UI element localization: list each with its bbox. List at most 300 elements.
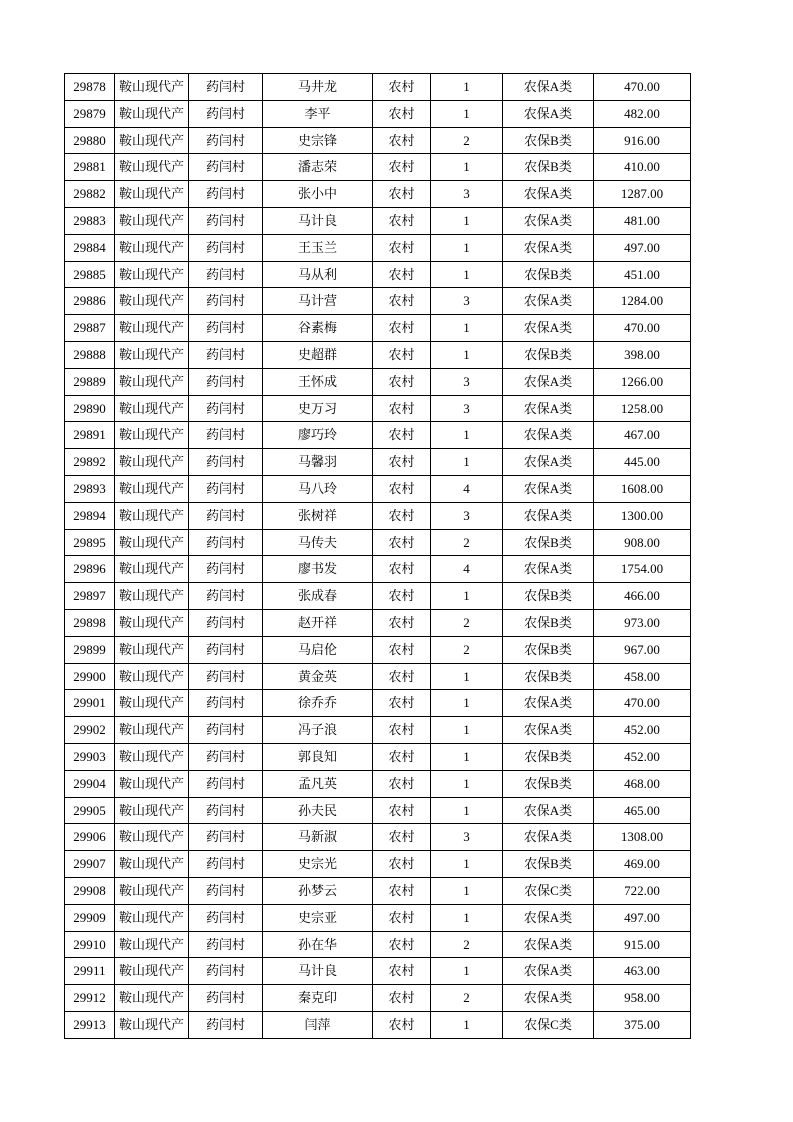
residence-cell: 农村 (373, 315, 431, 342)
table-row (65, 422, 691, 449)
village-cell: 药闫村 (189, 636, 263, 663)
residence-cell: 农村 (373, 502, 431, 529)
serial-cell: 29887 (65, 315, 115, 342)
residence-cell: 农村 (373, 475, 431, 502)
unit-cell: 鞍山现代产 (115, 556, 189, 583)
serial-cell: 29903 (65, 743, 115, 770)
amount-cell: 375.00 (594, 1011, 691, 1038)
count-cell: 1 (431, 583, 503, 610)
count-cell: 1 (431, 851, 503, 878)
amount-cell: 469.00 (594, 851, 691, 878)
residence-cell: 农村 (373, 74, 431, 101)
unit-cell: 鞍山现代产 (115, 475, 189, 502)
residence-cell: 农村 (373, 234, 431, 261)
serial-cell: 29883 (65, 207, 115, 234)
amount-cell: 497.00 (594, 904, 691, 931)
table-row (65, 609, 691, 636)
category-cell: 农保A类 (503, 931, 594, 958)
serial-cell: 29900 (65, 663, 115, 690)
serial-cell: 29893 (65, 475, 115, 502)
residence-cell: 农村 (373, 261, 431, 288)
serial-cell: 29892 (65, 449, 115, 476)
name-cell: 李平 (263, 100, 373, 127)
village-cell: 药闫村 (189, 583, 263, 610)
count-cell: 4 (431, 475, 503, 502)
residence-cell: 农村 (373, 422, 431, 449)
serial-cell: 29912 (65, 985, 115, 1012)
serial-cell: 29908 (65, 877, 115, 904)
table-row (65, 877, 691, 904)
category-cell: 农保A类 (503, 690, 594, 717)
amount-cell: 470.00 (594, 315, 691, 342)
count-cell: 1 (431, 234, 503, 261)
serial-cell: 29884 (65, 234, 115, 261)
category-cell: 农保A类 (503, 74, 594, 101)
name-cell: 黄金英 (263, 663, 373, 690)
residence-cell: 农村 (373, 288, 431, 315)
amount-cell: 452.00 (594, 743, 691, 770)
table-row (65, 583, 691, 610)
serial-cell: 29910 (65, 931, 115, 958)
table-row (65, 690, 691, 717)
village-cell: 药闫村 (189, 74, 263, 101)
unit-cell: 鞍山现代产 (115, 583, 189, 610)
serial-cell: 29890 (65, 395, 115, 422)
village-cell: 药闫村 (189, 395, 263, 422)
table-row (65, 636, 691, 663)
count-cell: 1 (431, 717, 503, 744)
residence-cell: 农村 (373, 154, 431, 181)
category-cell: 农保B类 (503, 609, 594, 636)
table-row (65, 74, 691, 101)
name-cell: 史万习 (263, 395, 373, 422)
table-row (65, 288, 691, 315)
category-cell: 农保A类 (503, 475, 594, 502)
count-cell: 1 (431, 449, 503, 476)
name-cell: 秦克印 (263, 985, 373, 1012)
serial-cell: 29913 (65, 1011, 115, 1038)
name-cell: 孟凡英 (263, 770, 373, 797)
table-row (65, 904, 691, 931)
name-cell: 王玉兰 (263, 234, 373, 261)
village-cell: 药闫村 (189, 100, 263, 127)
count-cell: 2 (431, 609, 503, 636)
unit-cell: 鞍山现代产 (115, 690, 189, 717)
serial-cell: 29881 (65, 154, 115, 181)
name-cell: 马计良 (263, 958, 373, 985)
village-cell: 药闫村 (189, 690, 263, 717)
village-cell: 药闫村 (189, 770, 263, 797)
residence-cell: 农村 (373, 556, 431, 583)
amount-cell: 1300.00 (594, 502, 691, 529)
residence-cell: 农村 (373, 395, 431, 422)
name-cell: 史超群 (263, 341, 373, 368)
name-cell: 马馨羽 (263, 449, 373, 476)
residence-cell: 农村 (373, 449, 431, 476)
name-cell: 孙夫民 (263, 797, 373, 824)
village-cell: 药闫村 (189, 1011, 263, 1038)
village-cell: 药闫村 (189, 449, 263, 476)
category-cell: 农保B类 (503, 341, 594, 368)
count-cell: 1 (431, 315, 503, 342)
count-cell: 3 (431, 368, 503, 395)
residence-cell: 农村 (373, 985, 431, 1012)
residence-cell: 农村 (373, 717, 431, 744)
name-cell: 孙在华 (263, 931, 373, 958)
unit-cell: 鞍山现代产 (115, 770, 189, 797)
residence-cell: 农村 (373, 127, 431, 154)
category-cell: 农保B类 (503, 770, 594, 797)
name-cell: 马启伦 (263, 636, 373, 663)
village-cell: 药闫村 (189, 368, 263, 395)
residence-cell: 农村 (373, 824, 431, 851)
unit-cell: 鞍山现代产 (115, 288, 189, 315)
table-row (65, 931, 691, 958)
amount-cell: 915.00 (594, 931, 691, 958)
serial-cell: 29904 (65, 770, 115, 797)
category-cell: 农保A类 (503, 556, 594, 583)
residence-cell: 农村 (373, 877, 431, 904)
residence-cell: 农村 (373, 690, 431, 717)
name-cell: 马从利 (263, 261, 373, 288)
table-row (65, 341, 691, 368)
table-row (65, 985, 691, 1012)
count-cell: 3 (431, 502, 503, 529)
serial-cell: 29907 (65, 851, 115, 878)
amount-cell: 463.00 (594, 958, 691, 985)
count-cell: 3 (431, 288, 503, 315)
unit-cell: 鞍山现代产 (115, 74, 189, 101)
serial-cell: 29905 (65, 797, 115, 824)
amount-cell: 458.00 (594, 663, 691, 690)
name-cell: 史宗锋 (263, 127, 373, 154)
serial-cell: 29889 (65, 368, 115, 395)
count-cell: 3 (431, 181, 503, 208)
amount-cell: 466.00 (594, 583, 691, 610)
village-cell: 药闫村 (189, 422, 263, 449)
name-cell: 马井龙 (263, 74, 373, 101)
category-cell: 农保B类 (503, 851, 594, 878)
category-cell: 农保A类 (503, 717, 594, 744)
count-cell: 1 (431, 877, 503, 904)
unit-cell: 鞍山现代产 (115, 609, 189, 636)
table-row (65, 234, 691, 261)
name-cell: 谷素梅 (263, 315, 373, 342)
unit-cell: 鞍山现代产 (115, 341, 189, 368)
category-cell: 农保A类 (503, 502, 594, 529)
table-row (65, 851, 691, 878)
table-row (65, 261, 691, 288)
count-cell: 1 (431, 100, 503, 127)
serial-cell: 29886 (65, 288, 115, 315)
residence-cell: 农村 (373, 609, 431, 636)
table-row (65, 475, 691, 502)
village-cell: 药闫村 (189, 261, 263, 288)
serial-cell: 29897 (65, 583, 115, 610)
name-cell: 马计良 (263, 207, 373, 234)
unit-cell: 鞍山现代产 (115, 234, 189, 261)
amount-cell: 1258.00 (594, 395, 691, 422)
residence-cell: 农村 (373, 207, 431, 234)
name-cell: 潘志荣 (263, 154, 373, 181)
village-cell: 药闫村 (189, 743, 263, 770)
amount-cell: 967.00 (594, 636, 691, 663)
table-row (65, 824, 691, 851)
amount-cell: 497.00 (594, 234, 691, 261)
records-table-body (65, 74, 691, 1039)
residence-cell: 农村 (373, 797, 431, 824)
table-row (65, 181, 691, 208)
count-cell: 1 (431, 904, 503, 931)
table-row (65, 315, 691, 342)
residence-cell: 农村 (373, 851, 431, 878)
unit-cell: 鞍山现代产 (115, 851, 189, 878)
category-cell: 农保C类 (503, 877, 594, 904)
category-cell: 农保B类 (503, 261, 594, 288)
unit-cell: 鞍山现代产 (115, 315, 189, 342)
serial-cell: 29891 (65, 422, 115, 449)
count-cell: 2 (431, 127, 503, 154)
table-row (65, 556, 691, 583)
amount-cell: 451.00 (594, 261, 691, 288)
serial-cell: 29902 (65, 717, 115, 744)
category-cell: 农保A类 (503, 100, 594, 127)
village-cell: 药闫村 (189, 288, 263, 315)
count-cell: 1 (431, 1011, 503, 1038)
count-cell: 1 (431, 154, 503, 181)
unit-cell: 鞍山现代产 (115, 422, 189, 449)
unit-cell: 鞍山现代产 (115, 985, 189, 1012)
serial-cell: 29899 (65, 636, 115, 663)
serial-cell: 29885 (65, 261, 115, 288)
serial-cell: 29894 (65, 502, 115, 529)
unit-cell: 鞍山现代产 (115, 529, 189, 556)
residence-cell: 农村 (373, 931, 431, 958)
category-cell: 农保A类 (503, 422, 594, 449)
residence-cell: 农村 (373, 904, 431, 931)
unit-cell: 鞍山现代产 (115, 207, 189, 234)
name-cell: 张成春 (263, 583, 373, 610)
serial-cell: 29879 (65, 100, 115, 127)
name-cell: 王怀成 (263, 368, 373, 395)
count-cell: 4 (431, 556, 503, 583)
records-table (64, 73, 691, 1039)
category-cell: 农保A类 (503, 958, 594, 985)
amount-cell: 973.00 (594, 609, 691, 636)
serial-cell: 29880 (65, 127, 115, 154)
name-cell: 史宗亚 (263, 904, 373, 931)
amount-cell: 410.00 (594, 154, 691, 181)
serial-cell: 29896 (65, 556, 115, 583)
village-cell: 药闫村 (189, 904, 263, 931)
table-row (65, 368, 691, 395)
category-cell: 农保A类 (503, 288, 594, 315)
residence-cell: 农村 (373, 368, 431, 395)
count-cell: 2 (431, 529, 503, 556)
count-cell: 1 (431, 341, 503, 368)
unit-cell: 鞍山现代产 (115, 877, 189, 904)
amount-cell: 452.00 (594, 717, 691, 744)
category-cell: 农保A类 (503, 824, 594, 851)
category-cell: 农保A类 (503, 449, 594, 476)
residence-cell: 农村 (373, 529, 431, 556)
amount-cell: 722.00 (594, 877, 691, 904)
amount-cell: 958.00 (594, 985, 691, 1012)
unit-cell: 鞍山现代产 (115, 181, 189, 208)
category-cell: 农保A类 (503, 904, 594, 931)
village-cell: 药闫村 (189, 609, 263, 636)
count-cell: 3 (431, 824, 503, 851)
name-cell: 马计营 (263, 288, 373, 315)
village-cell: 药闫村 (189, 315, 263, 342)
unit-cell: 鞍山现代产 (115, 368, 189, 395)
village-cell: 药闫村 (189, 663, 263, 690)
table-row (65, 529, 691, 556)
residence-cell: 农村 (373, 743, 431, 770)
table-row (65, 958, 691, 985)
category-cell: 农保B类 (503, 154, 594, 181)
name-cell: 廖书发 (263, 556, 373, 583)
count-cell: 1 (431, 422, 503, 449)
count-cell: 1 (431, 770, 503, 797)
residence-cell: 农村 (373, 181, 431, 208)
category-cell: 农保B类 (503, 529, 594, 556)
count-cell: 1 (431, 797, 503, 824)
residence-cell: 农村 (373, 636, 431, 663)
table-row (65, 449, 691, 476)
residence-cell: 农村 (373, 770, 431, 797)
unit-cell: 鞍山现代产 (115, 100, 189, 127)
name-cell: 马传夫 (263, 529, 373, 556)
count-cell: 1 (431, 663, 503, 690)
unit-cell: 鞍山现代产 (115, 904, 189, 931)
village-cell: 药闫村 (189, 234, 263, 261)
unit-cell: 鞍山现代产 (115, 1011, 189, 1038)
table-row (65, 770, 691, 797)
table-row (65, 100, 691, 127)
category-cell: 农保A类 (503, 395, 594, 422)
name-cell: 赵开祥 (263, 609, 373, 636)
village-cell: 药闫村 (189, 877, 263, 904)
serial-cell: 29895 (65, 529, 115, 556)
category-cell: 农保B类 (503, 743, 594, 770)
name-cell: 孙梦云 (263, 877, 373, 904)
village-cell: 药闫村 (189, 529, 263, 556)
amount-cell: 908.00 (594, 529, 691, 556)
amount-cell: 1266.00 (594, 368, 691, 395)
table-row (65, 127, 691, 154)
amount-cell: 467.00 (594, 422, 691, 449)
unit-cell: 鞍山现代产 (115, 958, 189, 985)
residence-cell: 农村 (373, 341, 431, 368)
amount-cell: 1308.00 (594, 824, 691, 851)
unit-cell: 鞍山现代产 (115, 717, 189, 744)
unit-cell: 鞍山现代产 (115, 154, 189, 181)
name-cell: 郭良知 (263, 743, 373, 770)
residence-cell: 农村 (373, 663, 431, 690)
amount-cell: 1754.00 (594, 556, 691, 583)
amount-cell: 398.00 (594, 341, 691, 368)
serial-cell: 29911 (65, 958, 115, 985)
village-cell: 药闫村 (189, 154, 263, 181)
category-cell: 农保B类 (503, 127, 594, 154)
unit-cell: 鞍山现代产 (115, 395, 189, 422)
table-row (65, 502, 691, 529)
count-cell: 1 (431, 958, 503, 985)
name-cell: 马新淑 (263, 824, 373, 851)
table-row (65, 1011, 691, 1038)
unit-cell: 鞍山现代产 (115, 127, 189, 154)
table-row (65, 154, 691, 181)
unit-cell: 鞍山现代产 (115, 797, 189, 824)
name-cell: 史宗光 (263, 851, 373, 878)
name-cell: 廖巧玲 (263, 422, 373, 449)
village-cell: 药闫村 (189, 475, 263, 502)
name-cell: 马八玲 (263, 475, 373, 502)
category-cell: 农保A类 (503, 797, 594, 824)
village-cell: 药闫村 (189, 851, 263, 878)
table-row (65, 797, 691, 824)
count-cell: 2 (431, 931, 503, 958)
category-cell: 农保A类 (503, 207, 594, 234)
unit-cell: 鞍山现代产 (115, 636, 189, 663)
category-cell: 农保A类 (503, 181, 594, 208)
count-cell: 1 (431, 690, 503, 717)
village-cell: 药闫村 (189, 797, 263, 824)
category-cell: 农保B类 (503, 663, 594, 690)
amount-cell: 468.00 (594, 770, 691, 797)
residence-cell: 农村 (373, 1011, 431, 1038)
serial-cell: 29906 (65, 824, 115, 851)
table-row (65, 207, 691, 234)
category-cell: 农保C类 (503, 1011, 594, 1038)
amount-cell: 1287.00 (594, 181, 691, 208)
residence-cell: 农村 (373, 100, 431, 127)
table-row (65, 663, 691, 690)
amount-cell: 1284.00 (594, 288, 691, 315)
village-cell: 药闫村 (189, 556, 263, 583)
category-cell: 农保A类 (503, 234, 594, 261)
count-cell: 3 (431, 395, 503, 422)
amount-cell: 916.00 (594, 127, 691, 154)
village-cell: 药闫村 (189, 824, 263, 851)
village-cell: 药闫村 (189, 931, 263, 958)
amount-cell: 482.00 (594, 100, 691, 127)
unit-cell: 鞍山现代产 (115, 743, 189, 770)
count-cell: 1 (431, 261, 503, 288)
amount-cell: 465.00 (594, 797, 691, 824)
village-cell: 药闫村 (189, 502, 263, 529)
serial-cell: 29901 (65, 690, 115, 717)
serial-cell: 29878 (65, 74, 115, 101)
serial-cell: 29882 (65, 181, 115, 208)
serial-cell: 29909 (65, 904, 115, 931)
unit-cell: 鞍山现代产 (115, 663, 189, 690)
unit-cell: 鞍山现代产 (115, 824, 189, 851)
unit-cell: 鞍山现代产 (115, 449, 189, 476)
village-cell: 药闫村 (189, 207, 263, 234)
amount-cell: 1608.00 (594, 475, 691, 502)
amount-cell: 445.00 (594, 449, 691, 476)
village-cell: 药闫村 (189, 958, 263, 985)
count-cell: 1 (431, 743, 503, 770)
name-cell: 徐乔乔 (263, 690, 373, 717)
village-cell: 药闫村 (189, 717, 263, 744)
count-cell: 1 (431, 207, 503, 234)
table-row (65, 743, 691, 770)
serial-cell: 29898 (65, 609, 115, 636)
table-row (65, 395, 691, 422)
